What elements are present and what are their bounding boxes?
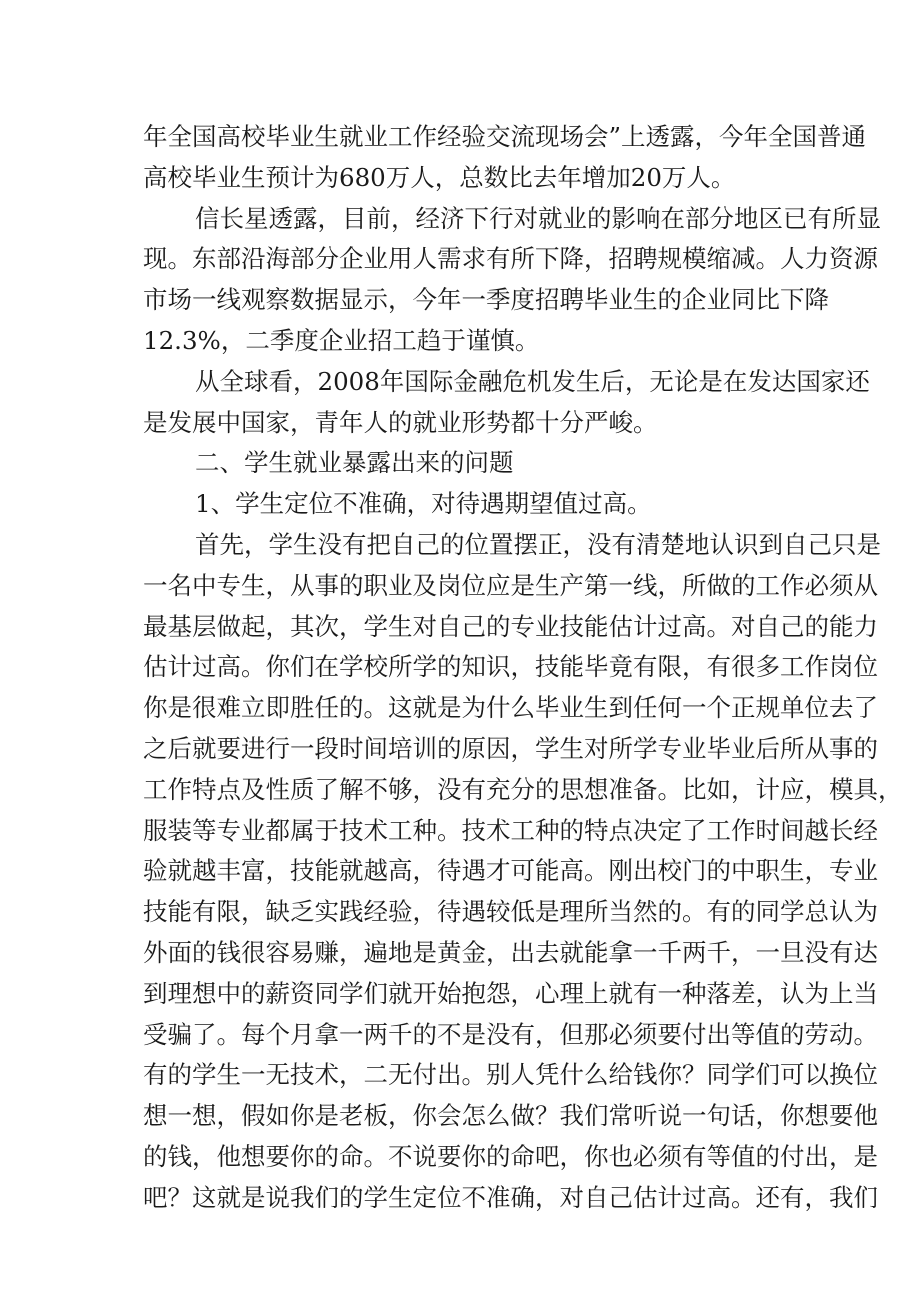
paragraph-subheading-1 bbox=[143, 484, 795, 525]
text-line: 高校毕业生预计为680万人，总数比去年增加20万人。 bbox=[143, 162, 736, 192]
text-line: 验就越丰富，技能就越高，待遇才可能高。刚出校门的中职生，专业 bbox=[143, 856, 878, 886]
text-line: 到理想中的薪资同学们就开始抱怨，心理上就有一种落差，认为上当 bbox=[143, 978, 878, 1008]
text-line: 是发展中国家，青年人的就业形势都十分严峻。 bbox=[143, 407, 658, 437]
text-line: 市场一线观察数据显示，今年一季度招聘毕业生的企业同比下降 bbox=[143, 285, 829, 315]
paragraph-p1 bbox=[143, 117, 867, 199]
text-line: 估计过高。你们在学校所学的知识，技能毕竟有限，有很多工作岗位 bbox=[143, 652, 878, 682]
text-line: 吧？这就是说我们的学生定位不准确，对自己估计过高。还有，我们 bbox=[143, 1182, 878, 1212]
paragraph-heading-2 bbox=[143, 443, 795, 484]
text-line: 二、学生就业暴露出来的问题 bbox=[195, 448, 514, 478]
text-line: 技能有限，缺乏实践经验，待遇较低是理所当然的。有的同学总认为 bbox=[143, 897, 878, 927]
text-line: 首先，学生没有把自己的位置摆正，没有清楚地认识到自己只是 bbox=[195, 529, 881, 559]
document-body bbox=[143, 117, 903, 1219]
text-line: 最基层做起，其次，学生对自己的专业技能估计过高。对自己的能力 bbox=[143, 611, 878, 641]
text-line: 1、学生定位不准确，对待遇期望值过高。 bbox=[195, 489, 652, 519]
text-line: 你是很难立即胜任的。这就是为什么毕业生到任何一个正规单位去了 bbox=[143, 693, 878, 723]
text-line: 受骗了。每个月拿一两千的不是没有，但那必须要付出等值的劳动。 bbox=[143, 1019, 878, 1049]
text-line: 工作特点及性质了解不够，没有充分的思想准备。比如，计应，模具， bbox=[143, 774, 903, 804]
text-line: 之后就要进行一段时间培训的原因，学生对所学专业毕业后所从事的 bbox=[143, 733, 878, 763]
text-line: 从全球看，2008年国际金融危机发生后，无论是在发达国家还 bbox=[195, 366, 870, 396]
paragraph-p4 bbox=[143, 525, 903, 1219]
paragraph-p3 bbox=[143, 362, 870, 444]
text-line: 想一想，假如你是老板，你会怎么做？我们常听说一句话，你想要他 bbox=[143, 1101, 878, 1131]
paragraph-p2 bbox=[143, 199, 881, 362]
text-line: 有的学生一无技术，二无付出。别人凭什么给钱你？同学们可以换位 bbox=[143, 1060, 878, 1090]
text-line: 的钱，他想要你的命。不说要你的命吧，你也必须有等值的付出，是 bbox=[143, 1141, 878, 1171]
text-line: 12.3%，二季度企业招工趋于谨慎。 bbox=[143, 325, 540, 355]
text-line: 服装等专业都属于技术工种。技术工种的特点决定了工作时间越长经 bbox=[143, 815, 878, 845]
text-line: 外面的钱很容易赚，遍地是黄金，出去就能拿一千两千，一旦没有达 bbox=[143, 937, 878, 967]
text-line: 年全国高校毕业生就业工作经验交流现场会”上透露，今年全国普通 bbox=[143, 122, 867, 151]
text-line: 现。东部沿海部分企业用人需求有所下降，招聘规模缩减。人力资源 bbox=[143, 244, 878, 274]
text-line: 一名中专生，从事的职业及岗位应是生产第一线，所做的工作必须从 bbox=[143, 570, 878, 600]
text-line: 信长星透露，目前，经济下行对就业的影响在部分地区已有所显 bbox=[195, 203, 881, 233]
